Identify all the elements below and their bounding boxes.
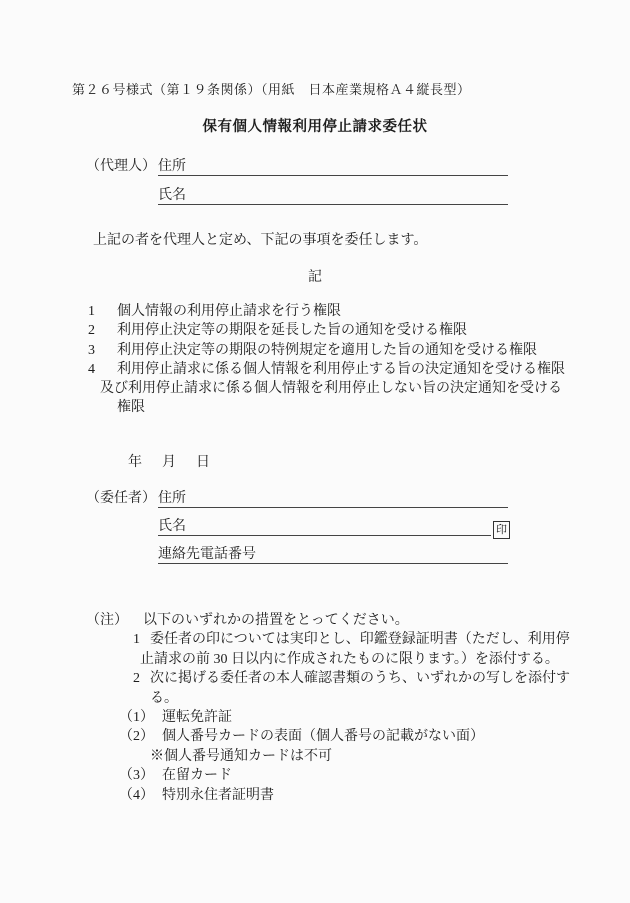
notes-section xyxy=(86,611,570,805)
proxy-name-label: 氏名 xyxy=(158,188,186,203)
option-number: （1） xyxy=(119,710,154,726)
proxy-name-row xyxy=(158,187,508,205)
seal-mark-box: 印 xyxy=(493,521,510,539)
id-document-option-1 xyxy=(86,708,570,727)
item-number: 4 xyxy=(88,361,95,377)
list-heading: 記 xyxy=(308,270,322,285)
id-document-option-2 xyxy=(86,727,570,746)
proxy-address-row xyxy=(86,158,508,176)
note-text: 次に掲げる委任者の本人確認書類のうち、いずれかの写しを添付す xyxy=(150,671,570,687)
delegated-item-2 xyxy=(88,321,565,340)
delegated-item-4-continuation: 権限 xyxy=(117,400,145,416)
delegated-item-4-continuation: 及び利用停止請求に係る個人情報を利用停止しない旨の決定通知を受ける xyxy=(100,381,562,397)
item-number: 3 xyxy=(88,342,95,358)
delegated-item-4 xyxy=(88,360,565,379)
note-item-2 xyxy=(86,669,570,688)
option-text: 運転免許証 xyxy=(162,710,232,726)
option-text: 在留カード xyxy=(162,768,232,784)
id-document-option-4 xyxy=(86,786,570,805)
principal-phone-label: 連絡先電話番号 xyxy=(158,547,256,562)
delegated-item-3 xyxy=(88,341,565,360)
option-number: （2） xyxy=(119,729,154,745)
option-number: （3） xyxy=(119,768,154,784)
delegated-items-list xyxy=(88,302,565,418)
notes-intro: 以下のいずれかの措置をとってください。 xyxy=(143,613,409,628)
note-number: 1 xyxy=(133,632,140,648)
option-text: 個人番号カードの表面（個人番号の記載がない面） xyxy=(162,729,484,745)
principal-phone-row xyxy=(158,546,508,564)
item-number: 2 xyxy=(88,323,95,339)
document-title: 保有個人情報利用停止請求委任状 xyxy=(202,119,428,135)
principal-address-label: 住所 xyxy=(158,491,186,506)
proxy-address-label: 住所 xyxy=(158,159,186,174)
principal-name-field xyxy=(158,518,491,536)
note-number: 2 xyxy=(133,671,140,687)
principal-phone-field xyxy=(158,546,508,564)
notes-label: （注） xyxy=(86,613,128,628)
principal-name-label: 氏名 xyxy=(158,519,186,534)
proxy-name-field xyxy=(158,187,508,205)
item-text: 利用停止決定等の期限の特例規定を適用した旨の通知を受ける権限 xyxy=(117,342,537,358)
date-line: 年 月 日 xyxy=(128,455,213,470)
note-item-1-continuation: 止請求の前 30 日以内に作成されたものに限ります。）を添付する。 xyxy=(140,651,559,667)
note-item-1 xyxy=(86,630,570,649)
item-text: 利用停止請求に係る個人情報を利用停止する旨の決定通知を受ける権限 xyxy=(117,361,565,377)
id-document-option-3 xyxy=(86,766,570,785)
proxy-address-field xyxy=(158,158,508,176)
option-number: （4） xyxy=(119,787,154,803)
note-item-2-continuation: る。 xyxy=(150,690,178,706)
principal-address-field xyxy=(158,490,508,508)
principal-section-label: （委任者） xyxy=(86,491,156,506)
id-document-option-2-note: ※個人番号通知カードは不可 xyxy=(150,748,332,764)
proxy-section-label: （代理人） xyxy=(86,159,156,174)
item-text: 利用停止決定等の期限を延長した旨の通知を受ける権限 xyxy=(117,323,467,339)
principal-name-row xyxy=(158,518,510,536)
item-number: 1 xyxy=(88,304,95,319)
notes-intro-line xyxy=(86,611,570,630)
item-text: 個人情報の利用停止請求を行う権限 xyxy=(117,304,341,319)
delegated-item-1 xyxy=(88,302,565,321)
declaration-text: 上記の者を代理人と定め、下記の事項を委任します。 xyxy=(93,233,428,248)
principal-address-row xyxy=(86,490,508,508)
note-text: 委任者の印については実印とし、印鑑登録証明書（ただし、利用停 xyxy=(150,632,570,648)
form-number-header: 第２６号様式（第１９条関係）（用紙 日本産業規格Ａ４縦長型） xyxy=(72,82,471,97)
option-text: 特別永住者証明書 xyxy=(162,787,274,803)
